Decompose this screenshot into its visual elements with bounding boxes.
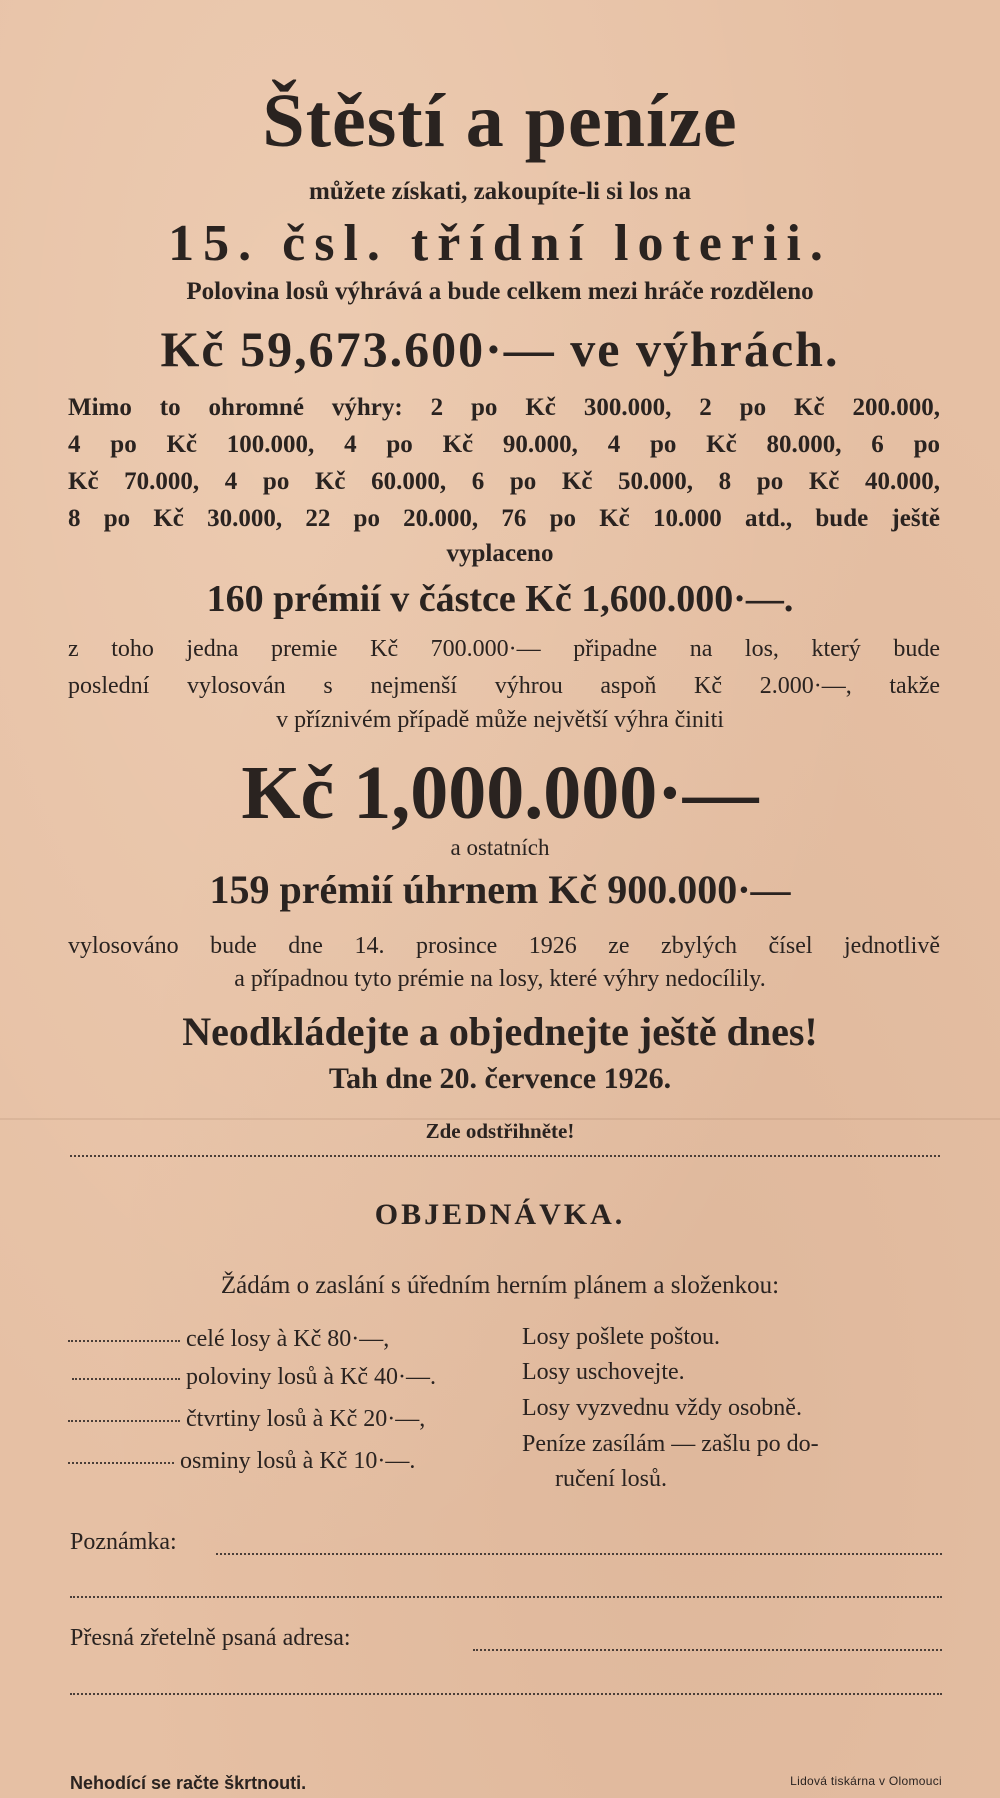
prize-line: Kč 70.000, 4 po Kč 60.000, 6 po Kč 50.000, 8 po Kč 40.000, <box>68 468 940 495</box>
top-prize: Kč 1,000.000·— <box>241 751 759 835</box>
printer-imprint: Lidová tiskárna v Olomouci <box>790 1774 942 1788</box>
quantity-blank[interactable] <box>68 1340 180 1342</box>
ticket-option-half[interactable] <box>72 1364 436 1391</box>
delivery-option-payment-cont: ručení losů. <box>555 1466 667 1492</box>
premiums-headline: 160 prémií v částce Kč 1,600.000·—. <box>206 578 794 620</box>
draw-text-last: a případnou tyto prémie na losy, které výhry nedocílily. <box>234 966 766 992</box>
strike-out-instruction: Nehodící se račte škrtnouti. <box>70 1773 307 1793</box>
ticket-option-label: poloviny losů à Kč 40·—. <box>186 1364 436 1390</box>
order-request-text: Žádám o zaslání s úředním herním plánem a složenkou: <box>220 1272 780 1299</box>
premium-text-line: poslední vylosován s nejmenší výhrou aspoň Kč 2.000·—, takže <box>68 673 940 699</box>
main-title: Štěstí a peníze <box>262 79 738 163</box>
ticket-option-quarter[interactable] <box>68 1406 425 1433</box>
delivery-option-store[interactable]: Losy uschovejte. <box>522 1359 685 1385</box>
ticket-option-label: osminy losů à Kč 10·—. <box>180 1448 416 1474</box>
premium-text-last: v příznivém případě může největší výhra činiti <box>276 707 724 733</box>
ticket-option-eighth[interactable] <box>68 1448 415 1475</box>
quantity-blank[interactable] <box>68 1462 174 1464</box>
half-tickets-win-text: Polovina losů výhrává a bude celkem mezi hráče rozděleno <box>186 278 814 305</box>
ticket-option-label: celé losy à Kč 80·—, <box>186 1326 390 1352</box>
draw-text-line: vylosováno bude dne 14. prosince 1926 ze zbylých čísel jednotlivě <box>68 933 940 959</box>
cut-here-label: Zde odstřihněte! <box>425 1119 575 1143</box>
note-label: Poznámka: <box>70 1529 177 1555</box>
ticket-option-label: čtvrtiny losů à Kč 20·—, <box>186 1406 426 1432</box>
ticket-option-whole[interactable] <box>68 1326 389 1353</box>
premium-text-line: z toho jedna premie Kč 700.000·— připadne na los, který bude <box>68 636 940 662</box>
and-others-text: a ostatních <box>450 835 550 860</box>
address-field-line2[interactable] <box>70 1693 942 1695</box>
total-winnings: Kč 59,673.600·— ve výhrách. <box>160 321 840 377</box>
quantity-blank[interactable] <box>68 1420 180 1422</box>
prize-line: 8 po Kč 30.000, 22 po 20.000, 76 po Kč 10.000 atd., bude ještě <box>68 505 940 532</box>
cut-line <box>70 1155 940 1157</box>
premiums-159: 159 prémií úhrnem Kč 900.000·— <box>209 867 791 912</box>
order-form-heading: OBJEDNÁVKA. <box>374 1198 626 1231</box>
note-field-line2[interactable] <box>70 1596 942 1598</box>
delivery-option-post[interactable]: Losy pošlete poštou. <box>522 1324 720 1350</box>
call-to-action: Neodkládejte a objednejte ještě dnes! <box>182 1009 818 1054</box>
address-field[interactable] <box>473 1649 942 1651</box>
prize-line: 4 po Kč 100.000, 4 po Kč 90.000, 4 po Kč 80.000, 6 po <box>68 431 940 458</box>
lottery-name: 15. čsl. třídní loterii. <box>168 215 832 272</box>
quantity-blank[interactable] <box>72 1378 180 1380</box>
note-field[interactable] <box>216 1553 942 1555</box>
address-label: Přesná zřetelně psaná adresa: <box>70 1625 351 1651</box>
delivery-option-pickup[interactable]: Losy vyzvednu vždy osobně. <box>522 1395 802 1421</box>
delivery-option-payment[interactable]: Peníze zasílám — zašlu po do- <box>522 1431 819 1457</box>
subtitle: můžete získati, zakoupíte-li si los na <box>309 178 691 205</box>
prize-line: Mimo to ohromné výhry: 2 po Kč 300.000, 2 po Kč 200.000, <box>68 394 940 421</box>
draw-date: Tah dne 20. července 1926. <box>328 1062 672 1095</box>
prize-line-last: vyplaceno <box>446 540 554 567</box>
